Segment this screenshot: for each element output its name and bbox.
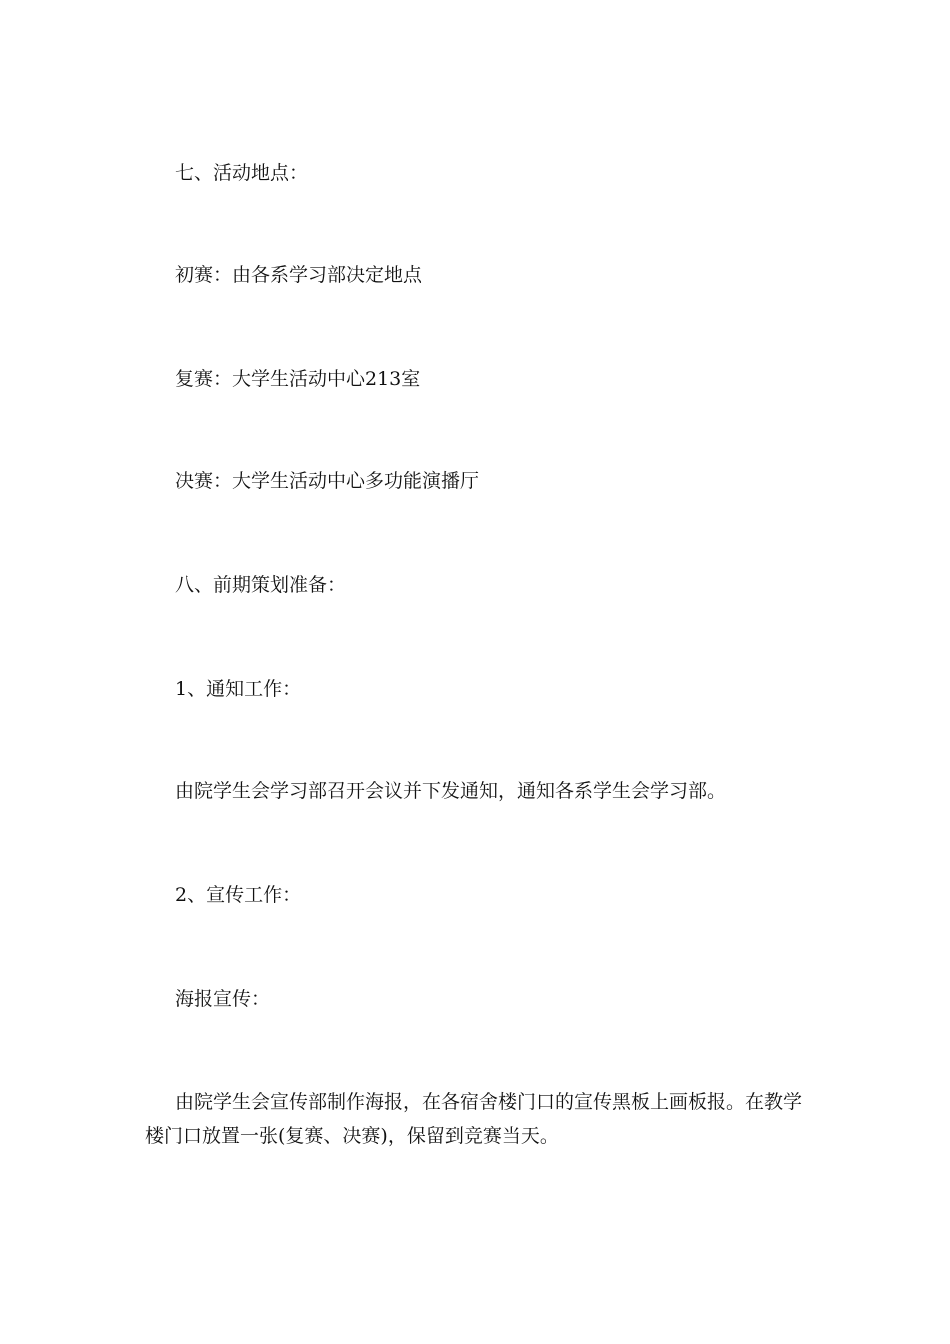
subheading-notification: 1、通知工作： — [175, 678, 302, 700]
section-heading-location: 七、活动地点： — [175, 162, 309, 184]
subheading-publicity: 2、宣传工作： — [175, 884, 302, 906]
notification-text: 由院学生会学习部召开会议并下发通知，通知各系学生会学习部。 — [175, 780, 727, 802]
semifinal-location: 复赛：大学生活动中心213室 — [175, 368, 421, 390]
preliminary-location: 初赛：由各系学习部决定地点 — [175, 264, 423, 286]
poster-publicity-paragraph: 由院学生会宣传部制作海报，在各宿舍楼门口的宣传黑板上画板报。在教学楼门口放置一张(复赛、决赛)，保留到竞赛当天。 — [145, 1091, 803, 1147]
section-heading-preparation: 八、前期策划准备： — [175, 574, 347, 596]
poster-publicity-label: 海报宣传： — [175, 988, 271, 1010]
final-location: 决赛：大学生活动中心多功能演播厅 — [175, 470, 480, 492]
